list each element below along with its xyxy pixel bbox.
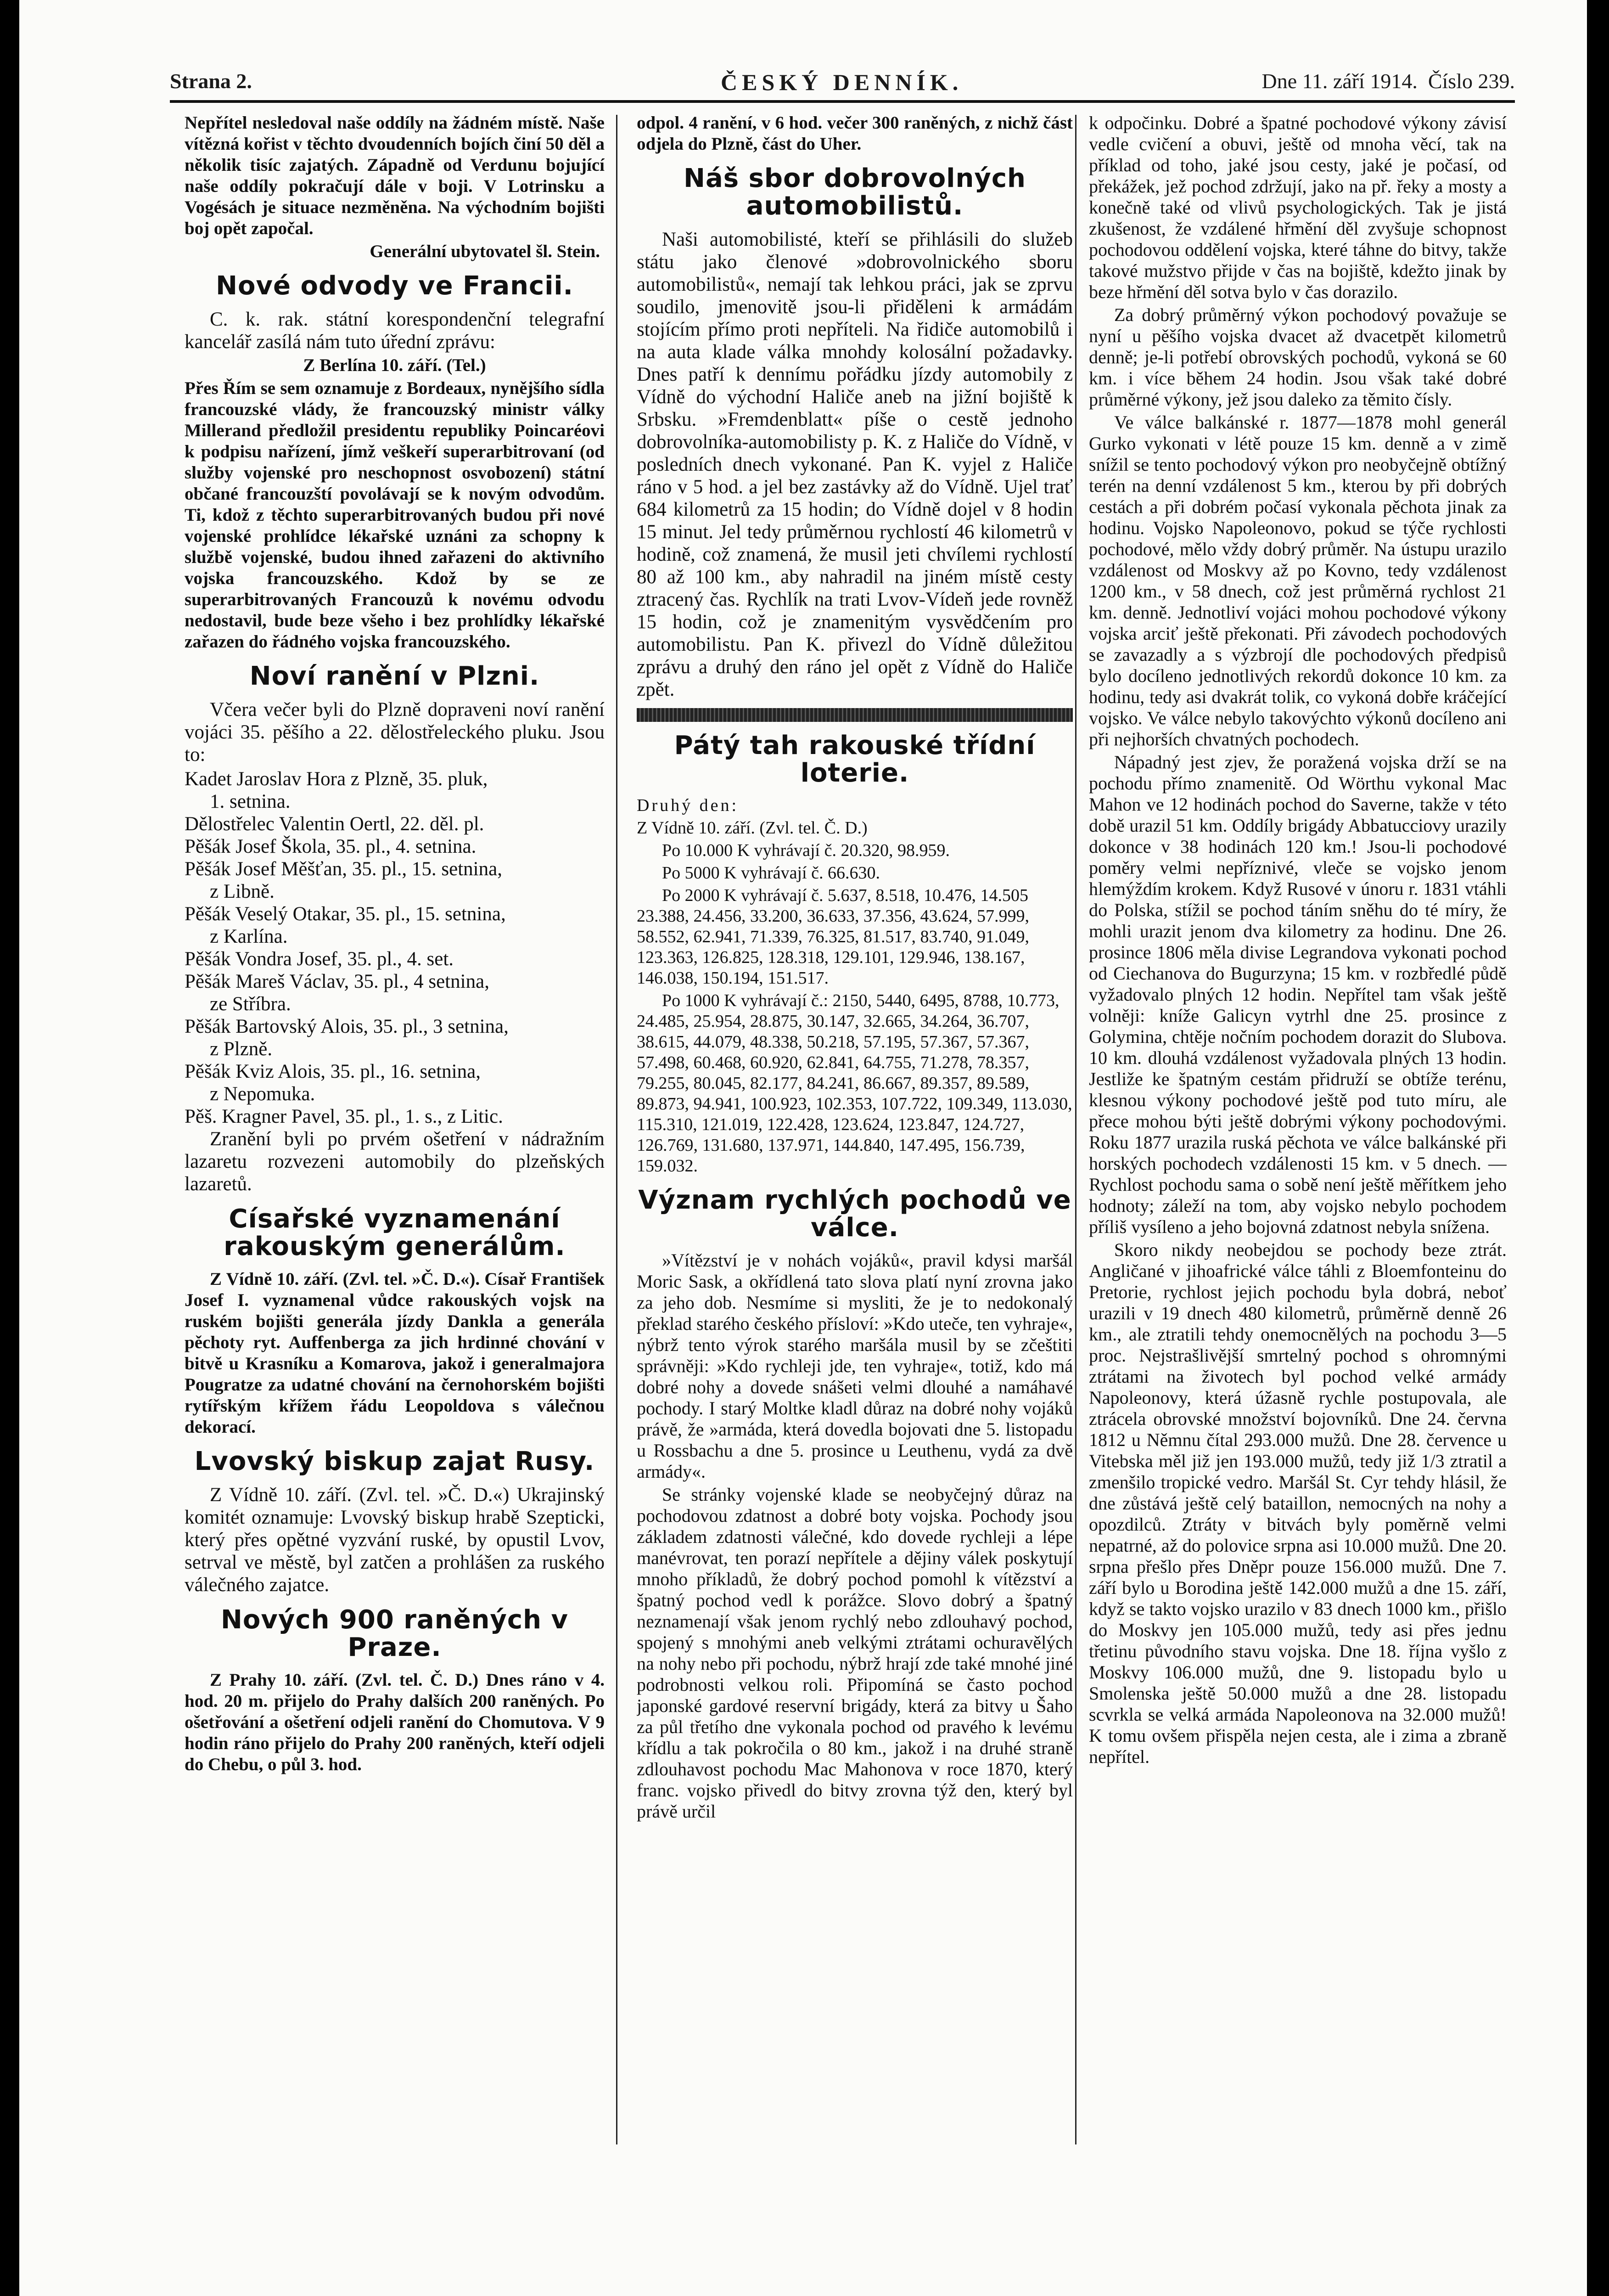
headline-biskup: Lvovský biskup zajat Rusy. — [194, 1446, 595, 1476]
headline-francie: Nové odvody ve Francii. — [216, 271, 573, 301]
column-2 — [637, 113, 1073, 2280]
list-item: Pěšák Kviz Alois, 35. pl., 16. setnina, — [185, 1061, 481, 1082]
headline-loterie: Pátý tah rakouské třídní loterie. — [674, 731, 1036, 788]
article-signature: Generální ubytovatel šl. Stein. — [370, 242, 600, 261]
list-item: Pěšák Josef Škola, 35. pl., 4. setnina. — [185, 836, 477, 857]
issue-info — [1261, 69, 1515, 93]
list-item: Dělostřelec Valentin Oertl, 22. děl. pl. — [185, 813, 484, 835]
lottery-line: Po 10.000 K vyhrávají č. 20.320, 98.959. — [662, 841, 950, 860]
issue-date: Dne 11. září 1914. — [1261, 69, 1418, 93]
page-header — [170, 69, 1515, 102]
article-paragraph: Skoro nikdy neobejdou se pochody beze ztrát. Angličané v jihoafrické válce táhli z Bloemfonteinu do Pretorie, rychlost jejich pochodu byla dobrá, neboť urazili v 19 dnech 480 kilometrů, průměrně denně 26 km., ale ztratili tehdy onemocnělých na pochodu 3—5 proc. Nejstrašlivější smrtelný pochod s ohromnými ztrátami na životech byl pochod velké armády Napoleonovy, která úžasně rychle postupovala, ale ztrácela obrovské množství bojovníků. Dne 24. června 1812 u Němnu čítal 293.000 mužů. Dne 28. července u Vitebska měl již jen 193.000 mužů, tedy již 1/3 ztratil a zmenšilo tropické vedro. Maršál St. Cyr tehdy hlásil, že dne zůstává ještě celý bataillon, nemocných na nohy a opozdilců. Ztráty v bitvách byly poměrně velmi nepatrné, až do polovice srpna asi 10.000 mužů. Dne 20. srpna přešlo přes Dněpr pouze 156.000 mužů. Dne 7. září bylo u Borodina ještě 142.000 mužů a dne 15. září, když se takto vojsko urazilo v 83 dnech 1000 km., přišlo do Moskvy jen 105.000 mužů, tedy asi přes jednu třetinu původního stavu vojska. Dne 18. října vyšlo z Moskvy 106.000 mužů, dne 9. listopadu bylo u Smolenska ještě 50.000 mužů a dne 28. listopadu scvrkla se velká armáda Napoleonova na 32.000 mužů! K tomu ovšem přispěla nejen cesta, ale i zima a zbraně nepřítel. — [1089, 1239, 1507, 1767]
article-paragraph: Zranění byli po prvém ošetření v nádražním lazaretu rozvezeni automobily do plzeňských lazaretů. — [185, 1128, 605, 1195]
article-paragraph: Naši automobilisté, kteří se přihlásili do služeb státu jako členové »dobrovolnického sboru automobilistů«, nemají tak lehkou práci, jak se zprvu soudilo, jmenovitě jsou-li přiděleni k armádám stojícím přímo proti nepříteli. Na řidiče automobilů i na auta klade válka mnohdy kolosální požadavky. Dnes patří k dennímu pořádku jízdy automobily z Vídně do východní Haliče aneb na jižní bojiště k Srbsku. »Fremdenblatt« píše o cestě jednoho dobrovolníka-automobilisty p. K. z Haliče do Vídně, v posledních dnech vykonané. Pan K. vyjel z Haliče ráno v 5 hod. a jel bez zastávky až do Vídně. Ujel trať 684 kilometrů za 15 hodin; do Vídně dojel v 8 hodin 15 minut. Jel tedy průměrnou rychlostí 46 kilometrů v hodině, což znamená, že musil jeti chvílemi rychlostí 80 až 100 km., aby nahradil na jiném místě cesty ztracený čas. Rychlík na trati Lvov-Vídeň jede rovněž 15 hodin, což je znamenitým vysvědčením pro automobilistu. Pan K. přivezl do Vídně důležitou zprávu a druhý den ráno jel opět z Vídně do Haliče zpět. — [637, 229, 1073, 700]
list-item: Pěš. Kragner Pavel, 35. pl., 1. s., z Litic. — [185, 1106, 503, 1127]
page-number: Strana 2. — [170, 69, 252, 93]
article-paragraph: C. k. rak. státní korespondenční telegrafní kancelář zasílá nám tuto úřední zprávu: — [185, 309, 605, 353]
article-paragraph: Přes Řím se sem oznamuje z Bordeaux, nynějšího sídla francouzské vlády, že francouzský ministr války Millerand předložil presidentu republiky Poincaréovi k podpisu nařízení, jímž veškeří superarbitrovaní (od služby vojenské pro neschopnost osvobození) státní občané francouzští povolávají se k novým odvodům. Ti, kdož z těchto superarbitrovaných budou při nové vojenské prohlídce lékařské uznáni za schopny k službě vojenské, budou ihned zařazeni do aktivního vojska francouzského. Kdož by se ze superarbitrovaných Francouzů k novému odvodu nedostavil, bude beze všeho i bez prohlídky lékařské zařazen do řádného vojska francouzského. — [185, 378, 605, 652]
list-item-cont: z Karlína. — [210, 926, 288, 947]
lottery-subtitle: Druhý den: — [637, 796, 739, 815]
list-item: Pěšák Josef Měšťan, 35. pl., 15. setnina, — [185, 858, 502, 880]
list-item-cont: z Plzně. — [210, 1038, 273, 1060]
headline-vyznam: Význam rychlých pochodů ve válce. — [638, 1185, 1071, 1243]
list-item: Kadet Jaroslav Hora z Plzně, 35. pluk, — [185, 768, 488, 790]
article-paragraph: Nepřítel nesledoval naše oddíly na žádném místě. Naše vítězná kořist v těchto dvoudenních bojích činí 50 děl a několik tisíc zajatých. Západně od Verdunu bojující naše oddíly pokračují dále v boji. V Lotrinsku a Vogésách je situace nezměněna. Na východním bojišti boj opět započal. — [185, 113, 605, 238]
lottery-results — [637, 795, 1073, 1176]
article-paragraph: Z Vídně 10. září. (Zvl. tel. »Č. D.«) Ukrajinský komitét oznamuje: Lvovský biskup hrabě Szepticki, který přes opětné vyzvání ruské, by opustil Lvov, setrval ve městě, byl zatčen a prohlášen za ruského válečného zajatce. — [185, 1484, 605, 1596]
issue-number: Číslo 239. — [1428, 69, 1515, 93]
list-item: Pěšák Veselý Otakar, 35. pl., 15. setnina, — [185, 903, 506, 925]
list-item-cont: z Libně. — [210, 881, 275, 902]
dateline: Z Berlína 10. září. (Tel.) — [303, 355, 486, 375]
section-rule — [637, 708, 1073, 722]
header-rule — [170, 100, 1515, 103]
article-paragraph: »Vítězství je v nohách vojáků«, pravil kdysi maršál Moric Sask, a okřídlená tato slova platí nyní zrovna jako za jeho dob. Nesmíme si mysliti, že je to nedokonalý překlad starého českého přísloví: »Kdo uteče, ten vyhraje«, nýbrž tento výrok starého maršála musil by se zčeštiti správněji: »Kdo rychleji jde, ten vyhraje«, totiž, kdo má dobré nohy a dovede snášeti velmi dlouhé a namáhavé pochody. I starý Moltke kladl důraz na dobré nohy vojáků právě, že »armáda, která dovedla bojovati dne 5. listopadu u Rossbachu a dne 5. prosince u Leuthenu, vydá za dvě armády«. — [637, 1250, 1073, 1482]
headline-sbor: Náš sbor dobrovolných automobilistů. — [684, 163, 1026, 221]
newspaper-page — [19, 0, 1587, 2296]
article-paragraph: Z Prahy 10. září. (Zvl. tel. Č. D.) Dnes ráno v 4. hod. 20 m. přijelo do Prahy dalších 200 raněných. Po ošetřování a ošetření odjeli ranění do Chomutova. V 9 hodin ráno přijelo do Prahy 200 raněných, kteří odjeli do Chebu, o půl 3. hod. — [185, 1670, 605, 1774]
list-item: Pěšák Mareš Václav, 35. pl., 4 setnina, — [185, 971, 489, 992]
dateline: Z Vídně 10. září. (Zvl. tel. Č. D.) — [637, 818, 868, 838]
article-paragraph: odpol. 4 ranění, v 6 hod. večer 300 raněných, z nichž část odjela do Plzně, část do Uher. — [637, 113, 1073, 154]
article-paragraph: k odpočinku. Dobré a špatné pochodové výkony závisí vedle cvičení a obuvi, ještě od mnoha věcí, tak na příklad od toho, jaké jsou cesty, jaké je počasí, od překážek, jež pochod zdržují, jako na př. řeky a mosty a konečně také od vlivů psychologických. Tak je jistá zkušenost, že vzdálené hřmění děl zvyšuje schopnost pochodovou oddělení vojska, které táhne do bitvy, takže takové mužstvo přijde v čas na bojiště, kdežto jinak by beze hřmění děl sotva bylo v čas dorazilo. — [1089, 113, 1507, 302]
headline-plzen: Noví ranění v Plzni. — [249, 661, 540, 691]
column-divider — [1075, 115, 1076, 2144]
article-paragraph: Za dobrý průměrný výkon pochodový považuje se nyní u pěšího vojska dvacet až dvacetpět kilometrů denně; je-li potřebí obrovských pochodů, vykoná se 60 km. i více během 24 hodin. Jsou však také dobré průměrné výkony, jež jsou daleko za těmito čísly. — [1089, 304, 1507, 410]
column-divider — [616, 115, 617, 2144]
article-paragraph: Se stránky vojenské klade se neobyčejný důraz na pochodovou zdatnost a dobré boty vojska. Pochody jsou základem zdatnosti válečné, kdo dovede rychleji a lépe manévrovat, ten porazí nepřítele a dějiny válek poskytují mnoho příkladů, že dobrý pochod pomohl k vítězství a špatný pochod vedl k porážce. Slovo dobrý a špatný neznamenají však jenom rychlý nebo zdlouhavý pochod, spojený s mnohými aneb velkými ztrátami ochuravělých na nohy nebo při pochodu, nýbrž hrají zde také mnohé jiné podrobnosti velkou roli. Připomíná se často pochod japonské gardové reservní brigády, která za bitvy u Šaho za půl třetího dne vykonala pochod od pravého k levému křídlu a tak pokročila o 80 km., jakož i na druhé straně zdlouhavost pochodu Mac Mahonova v roce 1870, který franc. vojsko přivedl do bitvy zrovna týž den, který byl právě určil — [637, 1484, 1073, 1822]
list-item: Pěšák Bartovský Alois, 35. pl., 3 setnina, — [185, 1016, 509, 1037]
list-item-cont: ze Stříbra. — [210, 993, 291, 1015]
headline-praha: Nových 900 raněných v Praze. — [221, 1605, 568, 1662]
lottery-line: Po 5000 K vyhrávají č. 66.630. — [662, 863, 880, 883]
article-paragraph: Nápadný jest zjev, že poražená vojska drží se na pochodu přímo znamenitě. Od Wörthu vykonal Mac Mahon ve 12 hodinách pochod do Saverne, takže v této době urazil 51 km. Oddíly brigády Abbatucciovy urazily dokonce v 38 hodinách 120 km.! Jsou-li pochodové poměry velmi nepříznivé, vleče se vojsko jenom hlemýždím krokem. Když Rusové v únoru r. 1831 vtáhli do Polska, stížil se pochod táním sněhu do té míry, že mohli urazit jenom dva kilometry za hodinu. Dne 26. prosince 1806 měla divise Legrandova vykonati pochod od Ciechanova do Bugurzyna; 15 km. v rozbředlé půdě vyžadovalo plných 12 hodin. Nepřítel tam však ještě volněji: kníže Galicyn vytrhl dne 25. prosince z Golymina, chtěje nočním pochodem dorazit do Slubova. 10 km. dlouhá vzdálenost vyžadovala plných 13 hodin. Jestliže ke špatným cestám přidruží se obtíže terénu, klesnou výkony pochodové ještě pod tuto míru, ale přece mohou býti ještě dobrými výkony pochodovými. Roku 1877 urazila ruská pěchota ve válce balkánské při horských pochodech vzdálenosti 15 km. v 5 dnech. — Rychlost pochodu sama o sobě není ještě měřítkem jeho hodnoty; záleží na tom, aby vojsko nebylo pochodem příliš vysíleno a jeho bojovná zdatnost nebyla snížena. — [1089, 752, 1507, 1237]
list-item-cont: z Nepomuka. — [210, 1083, 315, 1105]
article-paragraph: Z Vídně 10. září. (Zvl. tel. »Č. D.«). Císař František Josef I. vyznamenal vůdce rakouských vojsk na ruském bojišti generála jízdy Dankla a generála pěchoty ryt. Auffenberga za jich hrdinné chování v bitvě u Krasníku a Komarova, jakož i generalmajora Pougratze za udatné chování na černohorském bojišti rytířským křížem řádu Leopoldova s válečnou dekorací. — [185, 1269, 605, 1437]
headline-vyznamenani: Císařské vyznamenání rakouským generálům. — [224, 1204, 566, 1261]
column-3 — [1089, 113, 1507, 2280]
lottery-line: Po 1000 K vyhrávají č.: 2150, 5440, 6495, 8788, 10.773, 24.485, 25.954, 28.875, 30.147, 32.665, 34.264, 36.707, 38.615, 44.079, 48.338, 50.218, 57.195, 57.367, 57.367, 57.498, 60.468, 60.920, 62.841, 64.755, 71.278, 78.357, 79.255, 80.045, 82.177, 84.241, 86.667, 89.357, 89.589, 89.873, 94.941, 100.923, 102.353, 107.722, 109.349, 113.030, 115.310, 121.019, 122.428, 123.624, 123.847, 124.727, 126.769, 131.680, 137.971, 144.840, 147.495, 156.739, 159.032. — [637, 991, 1072, 1176]
newspaper-title: ČESKÝ DENNÍK. — [721, 69, 963, 95]
list-item: Pěšák Vondra Josef, 35. pl., 4. set. — [185, 948, 454, 970]
article-paragraph: Včera večer byli do Plzně dopraveni noví ranění vojáci 35. pěšího a 22. dělostřeleckého pluku. Jsou to: — [185, 699, 605, 765]
list-item-cont: 1. setnina. — [210, 791, 291, 812]
lottery-line: Po 2000 K vyhrávají č. 5.637, 8.518, 10.476, 14.505 23.388, 24.456, 33.200, 36.633, 37.356, 43.624, 57.999, 58.552, 62.941, 71.339, 76.325, 81.517, 83.740, 91.049, 123.363, 126.825, 128.318, 129.101, 129.946, 138.167, 146.038, 150.194, 151.517. — [637, 886, 1029, 988]
wounded-list — [185, 768, 605, 1128]
article-paragraph: Ve válce balkánské r. 1877—1878 mohl generál Gurko vykonati v létě pouze 15 km. denně a v zimě snížil se tento pochodový výkon pro neobyčejně obtížný terén na denní vzdálenost 5 km., kterou by při dobrých cestách a při dobrém počasí vykonala pěchota jinak za hodinu. Vojsko Napoleonovo, pokud se týče rychlosti pochodové, mělo vždy dobrý průměr. Na ústupu urazilo vzdálenost od Moskvy až po Kovno, tedy vzdálenost 1200 km., v 58 dnech, což jest průměrná rychlost 21 km. denně. Jednotliví vojáci mohou pochodové výkony vojska arciť ještě překonati. Při závodech pochodových se zavazadly a s výzbrojí dle pochodových předpisů bylo docíleno jednotlivých rekordů dokonce 10 km. za hodinu, tedy asi dvakrát tolik, co vykoná dobře kráčející vojsko. Ve válce nebylo takovýchto výkonů docíleno ani při nejhorších chvatných pochodech. — [1089, 412, 1507, 749]
column-1 — [185, 113, 605, 2280]
